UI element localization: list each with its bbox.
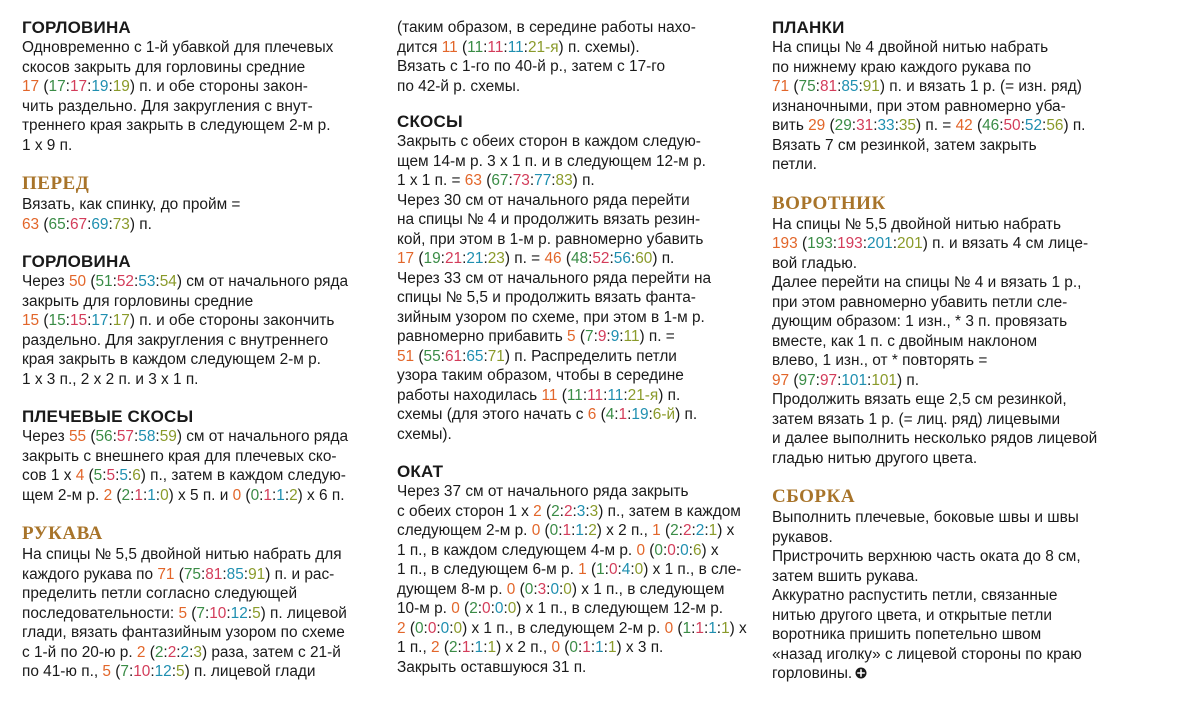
section-heading: ПЕРЕД	[22, 173, 90, 194]
size-value: 51	[95, 273, 113, 290]
text-line: следующем 2-м р. 0 (0:1:1:2) х 2 п., 1 (2:2:2:1) х	[397, 522, 735, 539]
size-value: 1	[575, 522, 584, 539]
size-value: 201	[897, 235, 923, 252]
size-value: 17	[91, 312, 109, 329]
text-line: 1 п., в каждом следующем 4-м р. 0 (0:0:0:6) х	[397, 541, 719, 559]
size-value: 4	[621, 561, 631, 578]
text-line: влево, 1 изн., от * повторять =	[772, 352, 988, 369]
text-line: воротника пришить попетельно швом	[772, 626, 1042, 643]
size-value: 97	[798, 371, 816, 389]
size-value: 6	[587, 406, 597, 423]
text-line: дующем 8-м р. 0 (0:3:0:0) х 1 п., в следующем	[397, 580, 725, 598]
section-vorotnik	[772, 193, 1167, 469]
text-line: раздельно. Для закругления с внутреннего	[22, 331, 329, 349]
text-line: 1 х 1 п. = 63 (67:73:77:83) п.	[397, 172, 595, 189]
text-line: 193 (193:193:201:201) п. и вязать 4 см лице-	[772, 235, 1089, 252]
text-line: последовательности: 5 (7:10:12:5) п. лицевой	[22, 604, 347, 622]
section-planki	[772, 18, 1167, 175]
section-gorlovina-front	[22, 252, 377, 389]
text-line: глади, вязать фантазийным узором по схеме	[22, 624, 345, 641]
size-value: 91	[862, 78, 880, 95]
size-value: 9	[610, 328, 620, 345]
text-line: 1 п., 2 (2:1:1:1) х 2 п., 0 (0:1:1:1) х 3 п.	[397, 639, 664, 656]
text-line: Далее перейти на спицы № 4 и вязать 1 р.,	[772, 274, 1082, 291]
size-value: 0	[608, 561, 618, 578]
size-value: 71	[487, 347, 505, 365]
text-line: вой гладью.	[772, 254, 858, 272]
size-value: 1	[474, 639, 484, 656]
size-value: 0	[680, 541, 689, 559]
section-plechevye-skosy	[22, 407, 377, 505]
size-value: 11	[541, 386, 558, 404]
text-line: на спицы № 4 и продолжить вязать резин-	[397, 211, 701, 228]
size-value: 61	[444, 347, 463, 365]
text-line: 1 х 3 п., 2 х 2 п. и 3 х 1 п.	[22, 370, 199, 388]
text-line: «назад иголку» с лицевой стороны по краю	[772, 645, 1082, 663]
text-line: работы находилась 11 (11:11:11:21-я) п.	[397, 386, 681, 404]
size-value: 81	[819, 78, 838, 95]
size-value: 2	[167, 643, 177, 661]
size-value: 29	[834, 117, 852, 134]
size-value: 0	[427, 619, 437, 637]
size-value: 17	[22, 78, 40, 95]
text-line: Выполнить плечевые, боковые швы и швы	[772, 509, 1079, 526]
text-line: гладью нитью другого цвета.	[772, 449, 978, 467]
text-line: щем 14-м р. 3 х 1 п. и в следующем 12-м р.	[397, 152, 706, 170]
size-value: 56	[1046, 117, 1064, 134]
section-okat	[397, 462, 765, 677]
size-value: 50	[1003, 117, 1021, 134]
size-value: 0	[563, 580, 572, 598]
size-value: 0	[524, 580, 534, 598]
section-heading: ПЛЕЧЕВЫЕ СКОСЫ	[22, 407, 194, 426]
size-value: 1	[607, 639, 617, 656]
size-value: 101	[841, 371, 868, 389]
size-value: 1	[596, 561, 605, 578]
size-value: 2	[154, 643, 164, 661]
text-line: затем вязать 1 р. (= лиц. ряд) лицевыми	[772, 410, 1061, 428]
size-value: 21-я	[627, 386, 659, 404]
size-value: 56	[95, 428, 113, 445]
size-value: 19	[423, 250, 441, 267]
size-value: 85	[841, 78, 859, 95]
size-value: 0	[549, 522, 559, 539]
text-line: по нижнему краю каждого рукава по	[772, 58, 1032, 76]
text-line: На спицы № 5,5 двойной нитью набрать для	[22, 546, 342, 563]
size-value: 2	[121, 486, 131, 504]
size-value: 2	[136, 643, 146, 661]
size-value: 7	[585, 328, 594, 345]
text-line: дится 11 (11:11:11:21-я) п. схемы).	[397, 38, 640, 56]
size-value: 1	[147, 486, 156, 504]
text-line: 51 (55:61:65:71) п. Распределить петли	[397, 347, 677, 365]
size-value: 11	[623, 328, 640, 345]
text-line: 71 (75:81:85:91) п. и вязать 1 р. (= изн. ряд)	[772, 78, 1082, 95]
size-value: 58	[138, 428, 156, 445]
size-value: 193	[772, 235, 798, 252]
size-value: 53	[138, 273, 156, 290]
text-line: закрыть с внешнего края для плечевых ско-	[22, 447, 337, 465]
size-value: 10	[209, 604, 227, 622]
size-value: 0	[440, 619, 450, 637]
size-value: 83	[555, 172, 573, 189]
size-value: 11	[487, 38, 504, 56]
size-value: 1	[134, 486, 143, 504]
section-pered	[22, 173, 377, 234]
size-value: 1	[695, 619, 704, 637]
size-value: 46	[982, 117, 1000, 134]
size-value: 1	[682, 619, 692, 637]
size-value: 29	[808, 117, 826, 134]
size-value: 1	[595, 639, 604, 656]
size-value: 12	[154, 663, 172, 680]
size-value: 0	[506, 580, 516, 598]
text-line: Вязать с 1-го по 40-й р., затем с 17-го	[397, 58, 666, 75]
size-value: 1	[652, 522, 661, 539]
size-value: 3	[193, 643, 202, 661]
text-line: каждого рукава по 71 (75:81:85:91) п. и рас-	[22, 565, 335, 583]
size-value: 4	[605, 406, 615, 423]
text-line: 97 (97:97:101:101) п.	[772, 371, 920, 389]
text-line: Пристрочить верхнюю часть оката до 8 см,	[772, 548, 1081, 565]
size-value: 35	[898, 117, 916, 134]
size-value: 2	[682, 522, 692, 539]
text-line: вместе, как 1 п. с двойным наклоном	[772, 332, 1038, 350]
size-value: 0	[414, 619, 424, 637]
size-value: 21-я	[527, 38, 559, 56]
size-value: 1	[578, 561, 587, 578]
size-value: 2	[695, 522, 705, 539]
text-line: 1 п., в следующем 6-м р. 1 (1:0:4:0) х 1 п., в сле-	[397, 561, 742, 578]
size-value: 2	[431, 639, 440, 656]
section-heading: РУКАВА	[22, 523, 103, 544]
size-value: 75	[183, 565, 201, 583]
size-value: 11	[467, 38, 484, 56]
text-line: треннего края закрыть в следующем 2-м р.	[22, 117, 331, 134]
size-value: 81	[205, 565, 223, 583]
size-value: 0	[250, 486, 260, 504]
size-value: 11	[607, 386, 624, 404]
size-value: 193	[807, 235, 833, 252]
size-value: 46	[544, 250, 562, 267]
size-value: 19	[91, 78, 109, 95]
text-line: по 41-ю п., 5 (7:10:12:5) п. лицевой глади	[22, 663, 316, 680]
size-value: 1	[618, 406, 628, 423]
section-rukava-cont	[397, 18, 765, 96]
size-value: 7	[196, 604, 205, 622]
size-value: 5	[119, 467, 128, 484]
size-value: 6-й	[652, 406, 676, 423]
size-value: 1	[708, 522, 718, 539]
text-line: затем вшить рукава.	[772, 567, 919, 585]
size-value: 51	[397, 347, 415, 365]
text-line: при этом равномерно убавить петли сле-	[772, 293, 1068, 311]
size-value: 7	[120, 663, 129, 680]
size-value: 0	[634, 561, 644, 578]
size-value: 60	[635, 250, 653, 267]
size-value: 33	[877, 117, 895, 134]
size-value: 1	[263, 486, 272, 504]
size-value: 21	[466, 250, 484, 267]
text-line: с 1-й по 20-ю р. 2 (2:2:2:3) раза, затем с 21-й	[22, 643, 341, 661]
text-line: Одновременно с 1-й убавкой для плечевых	[22, 39, 334, 56]
section-heading: ОКАТ	[397, 462, 444, 481]
size-value: 63	[22, 215, 40, 233]
size-value: 0	[453, 619, 463, 637]
size-value: 0	[667, 541, 676, 559]
size-value: 55	[423, 347, 441, 365]
size-value: 77	[534, 172, 552, 189]
size-value: 2	[289, 486, 298, 504]
size-value: 15	[22, 312, 40, 329]
size-value: 11	[507, 38, 524, 56]
section-heading: ПЛАНКИ	[772, 18, 845, 37]
size-value: 11	[566, 386, 583, 404]
section-heading: ГОРЛОВИНА	[22, 18, 131, 37]
size-value: 23	[487, 250, 505, 267]
size-value: 201	[867, 235, 893, 252]
size-value: 5	[178, 604, 187, 622]
text-line: 10-м р. 0 (2:0:0:0) х 1 п., в следующем 12-м р.	[397, 600, 724, 617]
size-value: 97	[819, 371, 838, 389]
size-value: 31	[856, 117, 874, 134]
section-heading: СКОСЫ	[397, 112, 463, 131]
size-value: 2	[180, 643, 190, 661]
size-value: 69	[91, 215, 109, 233]
size-value: 54	[159, 273, 177, 290]
size-value: 1	[461, 639, 471, 656]
size-value: 0	[451, 600, 460, 617]
size-value: 11	[587, 386, 604, 404]
text-line: края закрыть в каждом следующем 2-м р.	[22, 351, 321, 368]
text-line: Вязать 7 см резинкой, затем закрыть	[772, 136, 1037, 154]
size-value: 193	[837, 235, 863, 252]
text-line: Закрыть оставшуюся 31 п.	[397, 658, 587, 676]
text-line: с обеих сторон 1 х 2 (2:2:3:3) п., затем в каждом	[397, 502, 741, 520]
size-value: 19	[631, 406, 649, 423]
size-value: 101	[871, 371, 897, 389]
section-heading: ВОРОТНИК	[772, 192, 886, 214]
size-value: 17	[48, 78, 66, 95]
size-value: 12	[230, 604, 248, 622]
section-gorlovina-back	[22, 18, 377, 155]
size-value: 15	[69, 312, 88, 329]
text-line: пределить петли согласно следующей	[22, 585, 298, 602]
size-value: 59	[159, 428, 177, 445]
size-value: 0	[551, 639, 560, 656]
size-value: 2	[670, 522, 679, 539]
size-value: 52	[116, 273, 134, 290]
size-value: 0	[654, 541, 663, 559]
size-value: 91	[248, 565, 266, 583]
text-line: 17 (19:21:21:23) п. = 46 (48:52:56:60) п.	[397, 250, 675, 267]
text-line: изнаночными, при этом равномерно уба-	[772, 97, 1066, 115]
text-line: Через 50 (51:52:53:54) см от начального ряда	[22, 273, 349, 290]
size-value: 2	[448, 639, 458, 656]
size-value: 0	[507, 600, 517, 617]
section-heading: ГОРЛОВИНА	[22, 252, 131, 271]
section-heading: СБОРКА	[772, 486, 856, 507]
size-value: 65	[48, 215, 66, 233]
text-line: Закрыть с обеих сторон в каждом следую-	[397, 133, 701, 150]
text-line: Продолжить вязать еще 2,5 см резинкой,	[772, 391, 1067, 408]
size-value: 3	[576, 502, 586, 520]
size-value: 19	[112, 78, 130, 95]
size-value: 2	[469, 600, 478, 617]
circle-cross-icon	[855, 667, 867, 679]
size-value: 2	[551, 502, 560, 520]
size-value: 3	[589, 502, 599, 520]
size-value: 57	[116, 428, 134, 445]
section-rukava	[22, 523, 377, 682]
size-value: 52	[1024, 117, 1043, 134]
text-line: щем 2-м р. 2 (2:1:1:0) х 5 п. и 0 (0:1:1:2) х 6 п.	[22, 486, 345, 504]
size-value: 2	[103, 486, 113, 504]
size-value: 65	[466, 347, 484, 365]
size-value: 0	[550, 580, 559, 598]
section-sborka	[772, 486, 1167, 684]
size-value: 6	[692, 541, 702, 559]
size-value: 2	[397, 619, 406, 637]
size-value: 67	[491, 172, 509, 189]
text-line: 15 (15:15:17:17) п. и обе стороны закончить	[22, 312, 335, 329]
size-value: 97	[772, 371, 790, 389]
size-value: 42	[955, 117, 973, 134]
size-value: 0	[494, 600, 504, 617]
size-value: 11	[441, 38, 458, 56]
size-value: 73	[512, 172, 530, 189]
size-value: 5	[106, 467, 116, 484]
text-line: по 42-й р. схемы.	[397, 77, 521, 95]
text-line: (таким образом, в середине работы нахо-	[397, 19, 696, 36]
size-value: 15	[48, 312, 66, 329]
size-value: 2	[563, 502, 573, 520]
size-value: 85	[226, 565, 244, 583]
text-line: На спицы № 5,5 двойной нитью набрать	[772, 215, 1061, 233]
size-value: 6	[132, 467, 141, 484]
size-value: 17	[397, 250, 415, 267]
size-value: 71	[157, 565, 175, 583]
section-skosy	[397, 112, 765, 444]
size-value: 17	[112, 312, 130, 329]
text-line: схемы (для этого начать с 6 (4:1:19:6-й) п.	[397, 406, 698, 423]
text-line: спицы № 5,5 и продолжить вязать фанта-	[397, 289, 696, 306]
size-value: 5	[252, 604, 261, 622]
size-value: 0	[636, 541, 646, 559]
size-value: 1	[721, 619, 730, 637]
size-value: 3	[537, 580, 547, 598]
text-line: 63 (65:67:69:73) п.	[22, 215, 152, 233]
text-line: чить раздельно. Для закругления с внут-	[22, 97, 313, 115]
size-value: 75	[798, 78, 816, 95]
size-value: 2	[588, 522, 597, 539]
text-line: скосов закрыть для горловины средние	[22, 58, 306, 76]
size-value: 71	[772, 78, 790, 95]
text-line: горловины.	[772, 664, 1167, 684]
size-value: 5	[176, 663, 185, 680]
text-line: сов 1 х 4 (5:5:5:6) п., затем в каждом следую-	[22, 467, 346, 484]
text-line: нитью другого цвета, и открытые петли	[772, 606, 1052, 624]
size-value: 1	[562, 522, 572, 539]
size-value: 2	[533, 502, 542, 520]
size-value: 10	[133, 663, 151, 680]
text-line: зийным узором по схеме, при этом в 1-м р.	[397, 308, 705, 326]
size-value: 52	[592, 250, 610, 267]
size-value: 56	[613, 250, 631, 267]
size-value: 50	[68, 273, 87, 290]
size-value: 1	[487, 639, 497, 656]
text-line: Через 37 см от начального ряда закрыть	[397, 483, 689, 500]
size-value: 0	[569, 639, 578, 656]
size-value: 0	[482, 600, 491, 617]
size-value: 4	[75, 467, 85, 484]
size-value: 5	[102, 663, 111, 680]
text-line: Аккуратно распустить петли, связанные	[772, 587, 1058, 604]
size-value: 21	[444, 250, 463, 267]
size-value: 0	[531, 522, 541, 539]
text-line: 1 х 9 п.	[22, 136, 73, 154]
size-value: 5	[93, 467, 103, 484]
text-line: рукавов.	[772, 528, 833, 546]
text-line: равномерно прибавить 5 (7:9:9:11) п. =	[397, 328, 675, 345]
text-line: вить 29 (29:31:33:35) п. = 42 (46:50:52:56) п.	[772, 117, 1086, 134]
text-line: 2 (0:0:0:0) х 1 п., в следующем 2-м р. 0 (1:1:1:1) х	[397, 619, 747, 637]
size-value: 63	[464, 172, 482, 189]
text-line: петли.	[772, 156, 817, 173]
text-line: Вязать, как спинку, до пройм =	[22, 196, 241, 213]
size-value: 73	[112, 215, 130, 233]
size-value: 5	[567, 328, 576, 345]
text-line: закрыть для горловины средние	[22, 292, 254, 310]
column-1	[22, 18, 377, 682]
size-value: 67	[69, 215, 88, 233]
column-2	[397, 18, 765, 677]
text-line: Через 30 см от начального ряда перейти	[397, 191, 690, 209]
size-value: 1	[582, 639, 591, 656]
size-value: 0	[232, 486, 242, 504]
size-value: 55	[68, 428, 87, 445]
text-line: Через 33 см от начального ряда перейти на	[397, 269, 712, 287]
size-value: 48	[570, 250, 589, 267]
text-line: и далее выполнить несколько рядов лицевой	[772, 430, 1098, 447]
column-3	[772, 18, 1167, 684]
text-line: дующим образом: 1 изн., * 3 п. провязать	[772, 313, 1068, 330]
size-value: 1	[276, 486, 285, 504]
size-value: 17	[69, 78, 88, 95]
size-value: 0	[160, 486, 169, 504]
size-value: 0	[664, 619, 674, 637]
text-line: схемы).	[397, 425, 452, 443]
text-line: узора таким образом, чтобы в середине	[397, 367, 684, 384]
text-line: кой, при этом в 1-м р. равномерно убавить	[397, 230, 704, 248]
text-line: Через 55 (56:57:58:59) см от начального ряда	[22, 428, 349, 445]
size-value: 1	[708, 619, 717, 637]
text-line: 17 (17:17:19:19) п. и обе стороны закон-	[22, 78, 308, 95]
size-value: 9	[597, 328, 607, 345]
text-line: На спицы № 4 двойной нитью набрать	[772, 39, 1049, 56]
